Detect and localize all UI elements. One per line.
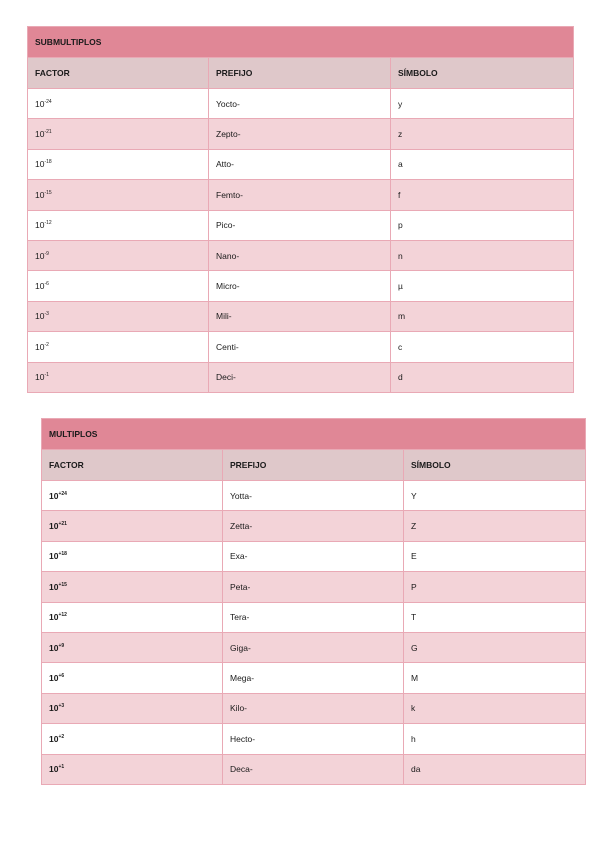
- factor-exponent: +3: [58, 703, 65, 710]
- factor-base: 10: [35, 250, 45, 261]
- symbol-cell: M: [404, 663, 586, 693]
- symbol-cell: da: [404, 754, 586, 784]
- factor-base: 10: [35, 98, 45, 109]
- submultiplos-header-simbolo: SÍMBOLO: [391, 58, 574, 89]
- factor-cell: [28, 332, 209, 362]
- factor-base: 10: [49, 673, 59, 684]
- table-row: [28, 240, 574, 270]
- table-row: [28, 89, 574, 119]
- factor-cell: [42, 693, 223, 723]
- factor-base: 10: [35, 281, 45, 292]
- factor-base: 10: [49, 490, 59, 501]
- prefix-cell: Peta-: [223, 572, 404, 602]
- symbol-cell: z: [391, 119, 574, 149]
- table-row: [42, 754, 586, 784]
- symbol-cell: Y: [404, 481, 586, 511]
- symbol-cell: E: [404, 541, 586, 571]
- table-row: [28, 180, 574, 210]
- symbol-cell: a: [391, 149, 574, 179]
- factor-base: 10: [35, 189, 45, 200]
- symbol-cell: T: [404, 602, 586, 632]
- factor-base: 10: [49, 642, 59, 653]
- submultiplos-header-factor: FACTOR: [28, 58, 209, 89]
- factor-base: 10: [49, 581, 59, 592]
- table-row: [42, 693, 586, 723]
- symbol-cell: n: [391, 240, 574, 270]
- table-row: [42, 663, 586, 693]
- table-row: [28, 271, 574, 301]
- factor-exponent: -9: [44, 250, 49, 257]
- symbol-cell: P: [404, 572, 586, 602]
- factor-base: 10: [49, 612, 59, 623]
- factor-exponent: -3: [44, 311, 49, 318]
- factor-cell: [28, 149, 209, 179]
- prefix-cell: Centi-: [209, 332, 391, 362]
- factor-cell: [28, 210, 209, 240]
- submultiplos-title: SUBMULTIPLOS: [28, 27, 574, 58]
- multiplos-table: [41, 418, 586, 785]
- factor-base: 10: [35, 341, 45, 352]
- table-row: [28, 149, 574, 179]
- prefix-cell: Zetta-: [223, 511, 404, 541]
- factor-base: 10: [49, 764, 59, 775]
- table-row: [28, 119, 574, 149]
- submultiplos-table: [27, 26, 574, 393]
- prefix-cell: Atto-: [209, 149, 391, 179]
- factor-base: 10: [49, 521, 59, 532]
- symbol-cell: d: [391, 362, 574, 392]
- table-row: [42, 572, 586, 602]
- multiplos-title: MULTIPLOS: [42, 419, 586, 450]
- factor-cell: [28, 301, 209, 331]
- factor-exponent: -18: [44, 159, 52, 166]
- factor-base: 10: [49, 703, 59, 714]
- symbol-cell: Z: [404, 511, 586, 541]
- prefix-cell: Yocto-: [209, 89, 391, 119]
- symbol-cell: k: [404, 693, 586, 723]
- table-row: [28, 332, 574, 362]
- factor-exponent: -12: [44, 220, 52, 227]
- factor-cell: [28, 271, 209, 301]
- factor-exponent: +12: [58, 612, 67, 619]
- prefix-cell: Tera-: [223, 602, 404, 632]
- symbol-cell: y: [391, 89, 574, 119]
- submultiplos-header-prefijo: PREFIJO: [209, 58, 391, 89]
- table-row: [42, 481, 586, 511]
- factor-exponent: -15: [44, 190, 52, 197]
- multiplos-header-simbolo: SÍMBOLO: [404, 450, 586, 481]
- prefix-cell: Deci-: [209, 362, 391, 392]
- prefix-cell: Micro-: [209, 271, 391, 301]
- factor-exponent: +15: [58, 582, 67, 589]
- factor-cell: [28, 180, 209, 210]
- factor-base: 10: [35, 311, 45, 322]
- factor-exponent: +9: [58, 642, 65, 649]
- prefix-cell: Deca-: [223, 754, 404, 784]
- factor-exponent: -24: [44, 98, 52, 105]
- factor-base: 10: [49, 551, 59, 562]
- symbol-cell: µ: [391, 271, 574, 301]
- symbol-cell: G: [404, 632, 586, 662]
- factor-cell: [42, 602, 223, 632]
- prefix-cell: Mega-: [223, 663, 404, 693]
- factor-exponent: -21: [44, 129, 52, 136]
- factor-cell: [28, 240, 209, 270]
- factor-cell: [42, 572, 223, 602]
- factor-exponent: +2: [58, 733, 65, 740]
- factor-cell: [42, 511, 223, 541]
- symbol-cell: h: [404, 724, 586, 754]
- factor-base: 10: [49, 733, 59, 744]
- factor-base: 10: [35, 220, 45, 231]
- multiplos-header-prefijo: PREFIJO: [223, 450, 404, 481]
- multiplos-header-factor: FACTOR: [42, 450, 223, 481]
- factor-cell: [28, 89, 209, 119]
- factor-base: 10: [35, 159, 45, 170]
- factor-cell: [42, 663, 223, 693]
- prefix-cell: Exa-: [223, 541, 404, 571]
- factor-exponent: +6: [58, 673, 65, 680]
- factor-exponent: -2: [44, 341, 49, 348]
- table-row: [42, 724, 586, 754]
- prefix-cell: Pico-: [209, 210, 391, 240]
- factor-cell: [42, 632, 223, 662]
- prefix-cell: Nano-: [209, 240, 391, 270]
- symbol-cell: p: [391, 210, 574, 240]
- table-row: [28, 362, 574, 392]
- symbol-cell: c: [391, 332, 574, 362]
- table-row: [28, 301, 574, 331]
- prefix-cell: Zepto-: [209, 119, 391, 149]
- factor-exponent: +21: [58, 521, 67, 528]
- table-row: [42, 541, 586, 571]
- factor-exponent: +24: [58, 490, 67, 497]
- factor-cell: [42, 541, 223, 571]
- symbol-cell: m: [391, 301, 574, 331]
- factor-base: 10: [35, 372, 45, 383]
- factor-cell: [42, 724, 223, 754]
- table-row: [42, 511, 586, 541]
- factor-cell: [42, 754, 223, 784]
- table-row: [28, 210, 574, 240]
- factor-cell: [28, 119, 209, 149]
- symbol-cell: f: [391, 180, 574, 210]
- prefix-cell: Mili-: [209, 301, 391, 331]
- factor-exponent: -1: [44, 372, 49, 379]
- factor-exponent: -6: [44, 281, 49, 288]
- prefix-cell: Kilo-: [223, 693, 404, 723]
- prefix-cell: Hecto-: [223, 724, 404, 754]
- table-row: [42, 632, 586, 662]
- factor-cell: [28, 362, 209, 392]
- factor-exponent: +18: [58, 551, 67, 558]
- factor-exponent: +1: [58, 764, 65, 771]
- prefix-cell: Yotta-: [223, 481, 404, 511]
- table-row: [42, 602, 586, 632]
- factor-base: 10: [35, 129, 45, 140]
- factor-cell: [42, 481, 223, 511]
- prefix-cell: Giga-: [223, 632, 404, 662]
- prefix-cell: Femto-: [209, 180, 391, 210]
